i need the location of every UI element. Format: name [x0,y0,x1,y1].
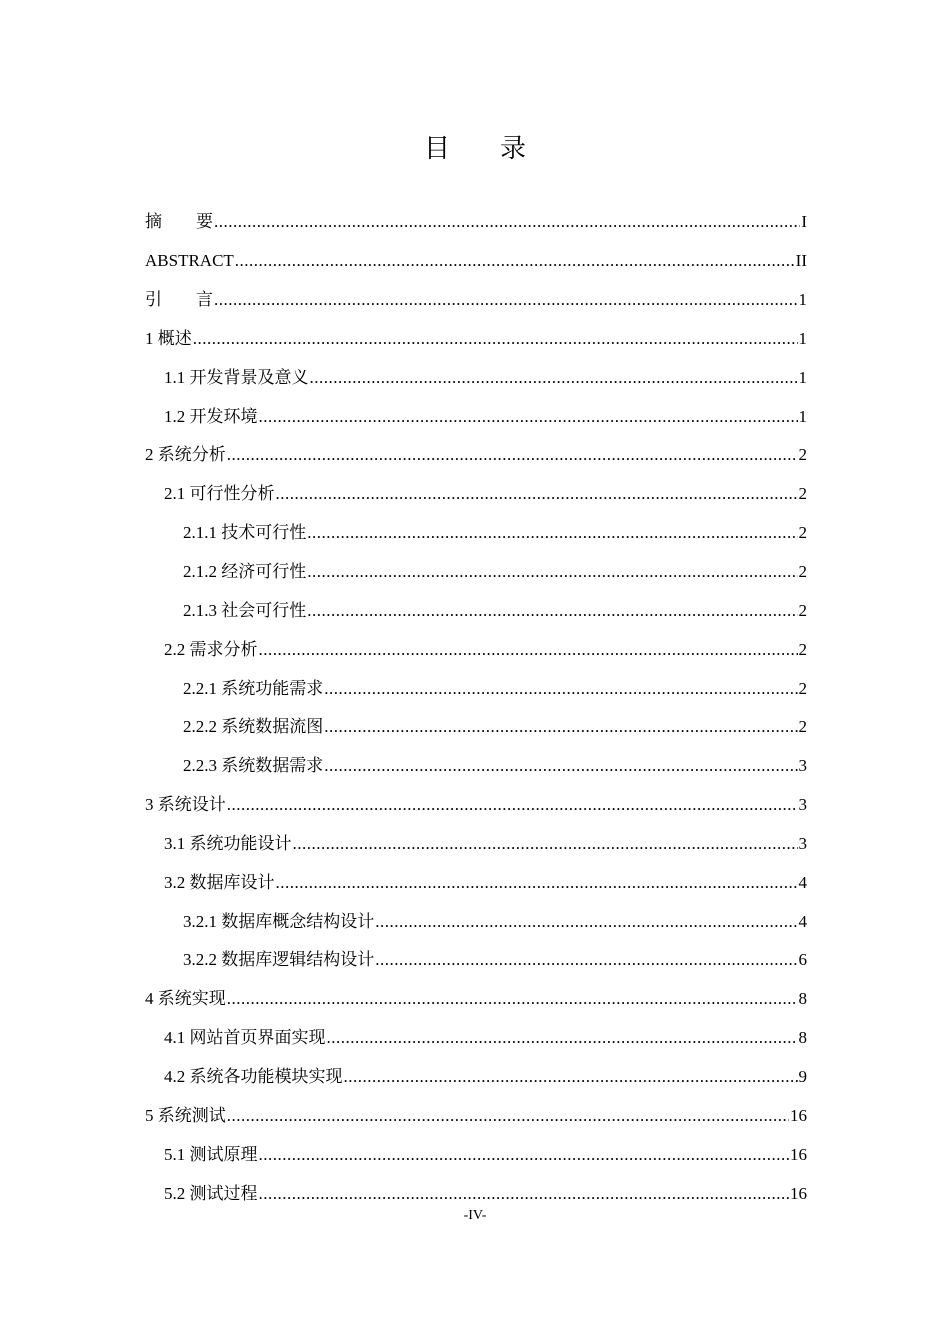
toc-leader-dots [259,1144,790,1166]
toc-entry[interactable] [145,980,807,1019]
toc-entry[interactable] [145,242,807,281]
toc-entry-label: 5.1 测试原理 [164,1144,258,1164]
toc-leader-dots [324,678,797,700]
toc-entry-page: 2 [798,445,807,465]
toc-entry-page: 2 [798,523,807,543]
toc-leader-dots [276,483,798,505]
toc-entry[interactable] [145,902,807,941]
title-char-2: 录 [500,134,527,164]
page-number: -IV- [463,1208,487,1223]
toc-entry[interactable] [145,591,807,630]
toc-leader-dots [214,211,800,233]
toc-leader-dots [324,755,797,777]
toc-leader-dots [227,1105,789,1127]
toc-leader-dots [259,639,798,661]
toc-entry-page: 2 [798,678,807,698]
toc-entry[interactable] [145,397,807,436]
toc-entry-page: 2 [798,717,807,737]
toc-entry-label: 引 言 [145,290,213,310]
toc-entry-page: 6 [798,950,807,970]
toc-entry[interactable] [145,553,807,592]
toc-entry[interactable] [145,203,807,242]
toc-entry-page: II [795,251,807,271]
toc-entry-label: 3.2.2 数据库逻辑结构设计 [183,950,375,970]
toc-entry-label: 5 系统测试 [145,1105,226,1125]
toc-entry-page: 1 [798,406,807,426]
toc-entry-page: 3 [798,756,807,776]
toc-entry-page: 4 [798,872,807,892]
toc-entry[interactable] [145,863,807,902]
toc-leader-dots [227,794,798,816]
toc-entry-label: 1.1 开发背景及意义 [164,367,309,387]
toc-entry[interactable] [145,669,807,708]
toc-entry[interactable] [145,436,807,475]
toc-entry-label: ABSTRACT [145,251,234,271]
toc-entry-page: 9 [798,1066,807,1086]
toc-leader-dots [293,833,798,855]
toc-leader-dots [375,949,797,971]
toc-entry[interactable] [145,475,807,514]
toc-entry[interactable] [145,630,807,669]
toc-entry-label: 2.2.2 系统数据流图 [183,717,324,737]
toc-entry[interactable] [145,320,807,359]
toc-entry[interactable] [145,941,807,980]
toc-entry[interactable] [145,281,807,320]
toc-entry-label: 4.1 网站首页界面实现 [164,1028,326,1048]
toc-entry[interactable] [145,1019,807,1058]
toc-entry-page: 16 [790,1105,807,1125]
toc-entry-label: 5.2 测试过程 [164,1183,258,1203]
toc-entry-page: 3 [798,795,807,815]
toc-entry-page: 16 [790,1183,807,1203]
toc-leader-dots [276,872,798,894]
toc-entry-page: 8 [798,1028,807,1048]
toc-entry[interactable] [145,786,807,825]
toc-entry-label: 摘 要 [145,212,213,232]
toc-entry-label: 3.2 数据库设计 [164,872,275,892]
toc-entry-label: 4.2 系统各功能模块实现 [164,1066,343,1086]
toc-leader-dots [227,444,798,466]
table-of-contents [145,203,807,1213]
toc-leader-dots [193,328,798,350]
toc-entry-page: 2 [798,600,807,620]
toc-entry-label: 3.1 系统功能设计 [164,833,292,853]
toc-entry-label: 3 系统设计 [145,795,226,815]
toc-leader-dots [327,1027,798,1049]
toc-leader-dots [324,716,797,738]
toc-entry-label: 2.2.3 系统数据需求 [183,756,324,776]
toc-entry-page: 2 [798,639,807,659]
toc-entry-label: 2.1.2 经济可行性 [183,562,307,582]
toc-leader-dots [344,1066,798,1088]
toc-entry-label: 1.2 开发环境 [164,406,258,426]
toc-entry-label: 2.1.1 技术可行性 [183,523,307,543]
toc-leader-dots [310,367,798,389]
toc-entry-label: 2.1 可行性分析 [164,484,275,504]
toc-entry-label: 3.2.1 数据库概念结构设计 [183,911,375,931]
toc-leader-dots [259,1183,790,1205]
toc-entry-page: 8 [798,989,807,1009]
toc-entry-label: 2.2.1 系统功能需求 [183,678,324,698]
toc-leader-dots [307,522,797,544]
toc-entry-page: 1 [798,290,807,310]
toc-leader-dots [375,911,797,933]
toc-entry-page: 3 [798,833,807,853]
toc-leader-dots [259,406,798,428]
page-title [0,128,950,165]
toc-entry[interactable] [145,747,807,786]
toc-entry-page: I [801,212,807,232]
toc-entry[interactable] [145,514,807,553]
toc-entry-label: 2.1.3 社会可行性 [183,600,307,620]
toc-entry-page: 16 [790,1144,807,1164]
toc-leader-dots [227,988,798,1010]
toc-entry[interactable] [145,358,807,397]
toc-entry-page: 1 [798,328,807,348]
toc-leader-dots [235,250,795,272]
toc-entry-label: 4 系统实现 [145,989,226,1009]
toc-entry-page: 2 [798,484,807,504]
toc-leader-dots [307,561,797,583]
toc-entry[interactable] [145,825,807,864]
toc-entry-label: 1 概述 [145,328,192,348]
toc-entry-label: 2.2 需求分析 [164,639,258,659]
toc-entry-label: 2 系统分析 [145,445,226,465]
toc-entry[interactable] [145,1096,807,1135]
title-char-1: 目 [423,134,450,164]
toc-entry[interactable] [145,708,807,747]
toc-entry-page: 1 [798,367,807,387]
toc-entry[interactable] [145,1135,807,1174]
toc-leader-dots [307,600,797,622]
toc-entry[interactable] [145,1058,807,1097]
toc-leader-dots [214,289,798,311]
toc-entry-page: 2 [798,562,807,582]
toc-entry-page: 4 [798,911,807,931]
